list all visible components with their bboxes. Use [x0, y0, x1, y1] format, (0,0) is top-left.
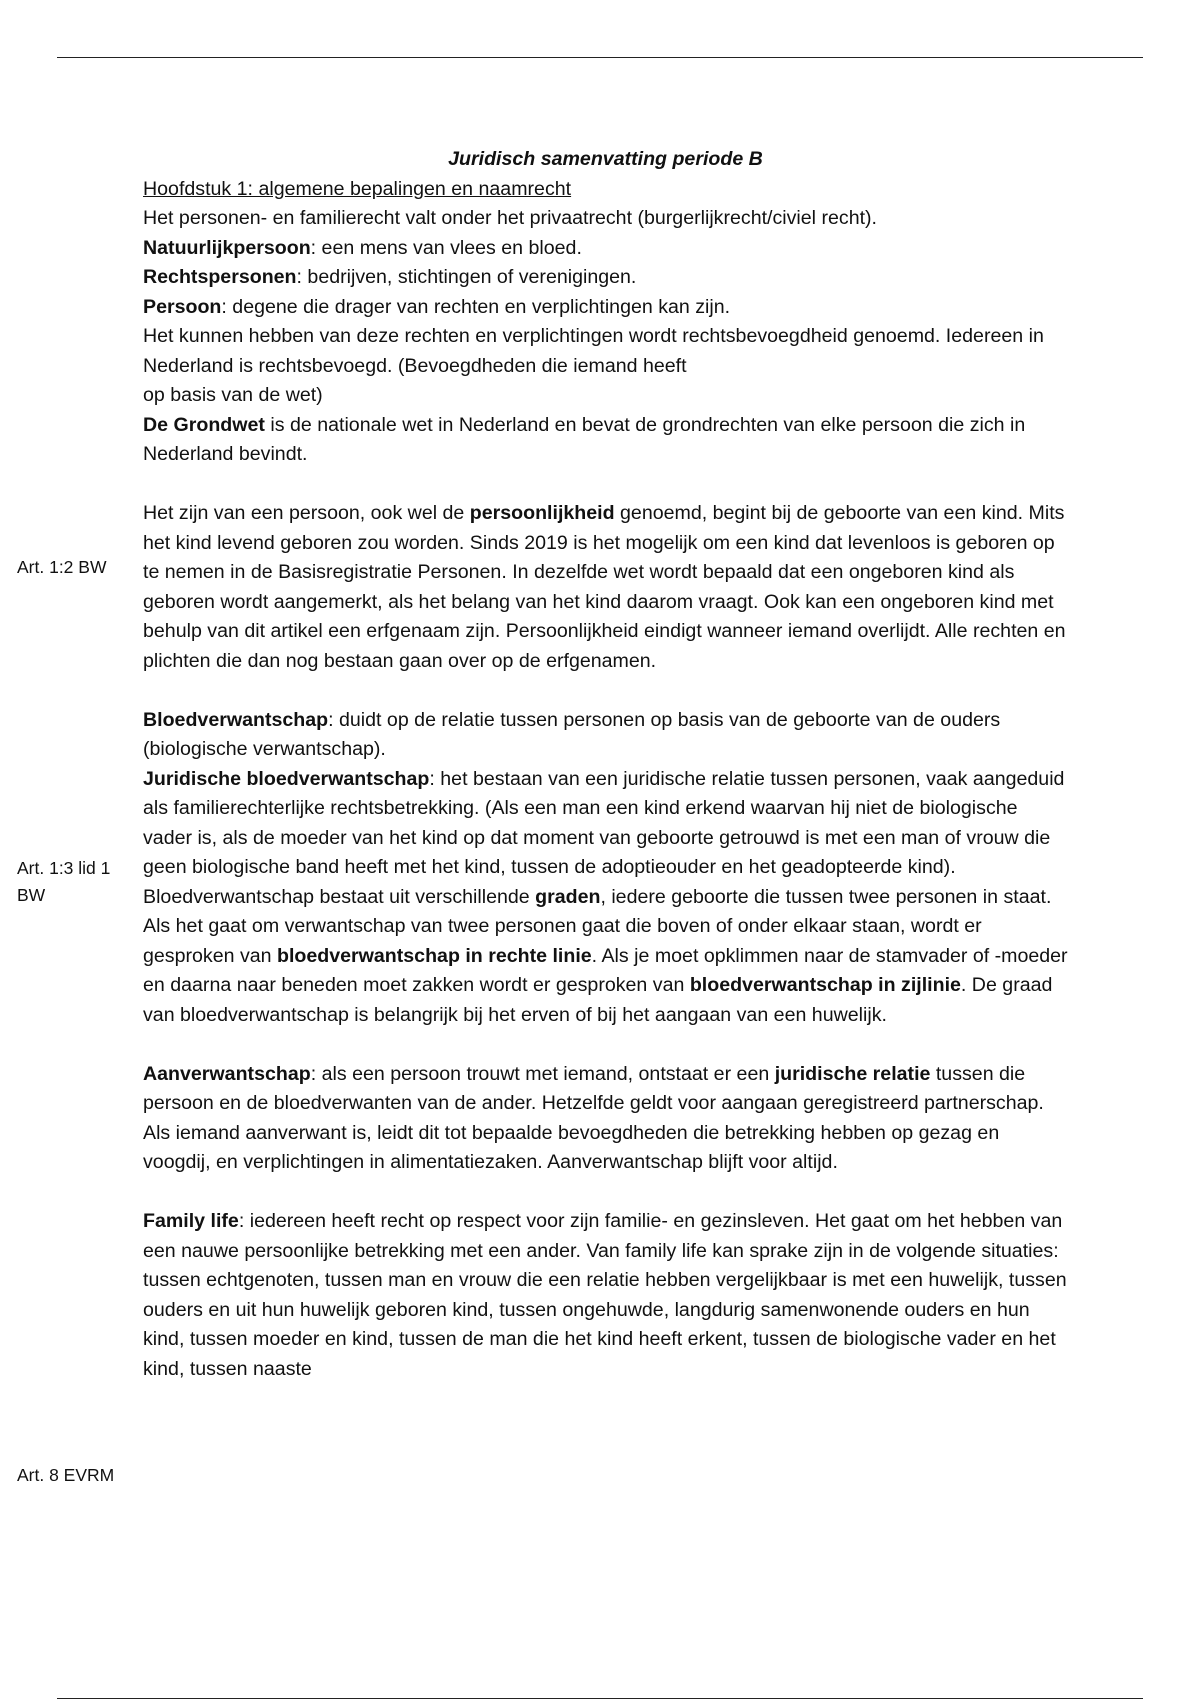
paragraph-persoonlijkheid	[143, 499, 1068, 676]
paragraph-spacer	[143, 1178, 1068, 1208]
term-family-life: Family life	[143, 1210, 239, 1232]
header-rule	[57, 57, 1143, 58]
definition-bloedverwantschap	[143, 706, 1068, 765]
margin-note-art-1-2: Art. 1:2 BW	[17, 557, 107, 577]
definition-grondwet	[143, 411, 1068, 470]
definition-text: : bedrijven, stichtingen of verenigingen.	[296, 266, 637, 288]
term-zijlinie: bloedverwantschap in zijlinie	[689, 974, 961, 996]
margin-note-art-1-3: Art. 1:3 lid 1 BW	[17, 858, 111, 905]
term-persoon: Persoon	[143, 295, 222, 318]
term-aanverwantschap: Aanverwantschap	[143, 1062, 311, 1085]
definition-text: : duidt op de relatie tussen personen op basis van de geboorte van de ouders (biologische verwantschap).	[143, 708, 1001, 760]
definition-text: tussen die persoon en de bloedverwanten van de ander. Hetzelfde geldt voor aangaan geregistreerd partnerschap. Als iemand aanverwant is, leidt dit tot bepaalde bevoegdheden die betrekking hebben op gezag en voogdij, en verplichtingen in alimentatiezaken. Aanverwantschap blijft voor altijd.	[143, 1062, 1044, 1173]
definition-persoon	[143, 293, 1068, 323]
definition-text: : iedereen heeft recht op respect voor zijn familie- en gezinsleven. Het gaat om het hebben van een nauwe persoonlijke betrekking met een ander. Van family life kan sprake zijn in de volgende situaties: tussen echtgenoten, tussen man en vrouw die een relatie hebben vergelijkbaar is met een huwelijk, tussen ouders en uit hun huwelijk geboren kind, tussen ongehuwde, langdurig samenwonende ouders en hun kind, tussen moeder en kind, tussen de man die het kind heeft erkent, tussen de biologische vader en het kind, tussen naaste	[143, 1210, 1067, 1380]
chapter-heading: Hoofdstuk 1: algemene bepalingen en naamrecht	[143, 177, 572, 200]
term-natuurlijkpersoon: Natuurlijkpersoon	[143, 236, 311, 259]
definition-natuurlijkpersoon	[143, 234, 1068, 264]
paragraph-text: Het zijn van een persoon, ook wel de	[143, 502, 470, 524]
term-graden: graden	[535, 885, 601, 908]
definition-text: is de nationale wet in Nederland en bevat de grondrechten van elke persoon die zich in Nederland bevindt.	[143, 413, 1026, 465]
paragraph-spacer	[143, 1030, 1068, 1060]
intro-paragraph: Het personen- en familierecht valt onder het privaatrecht (burgerlijkrecht/civiel recht).	[143, 207, 878, 229]
indented-paragraph-rechtsbevoegdheid: Het kunnen hebben van deze rechten en verplichtingen wordt rechtsbevoegdheid genoemd. Iedereen in Nederland is rechtsbevoegd. (Bevoegdheden die iemand heeft	[143, 325, 1044, 377]
paragraph-text: genoemd, begint bij de geboorte van een kind. Mits het kind levend geboren zou worden. Sinds 2019 is het mogelijk om een kind dat levenloos is geboren op te nemen in de Basisregistratie Personen. In dezelfde wet wordt bepaald dat een ongeboren kind als geboren wordt aangemerkt, als het belang van het kind daarom vraagt. Ook kan een ongeboren kind met behulp van dit artikel een erfgenaam zijn. Persoonlijkheid eindigt wanneer iemand overlijdt. Alle rechten en plichten die dan nog bestaan gaan over op de erfgenamen.	[143, 502, 1066, 672]
document-title: Juridisch samenvatting periode B	[448, 148, 763, 170]
paragraph-spacer	[143, 676, 1068, 706]
term-rechtspersonen: Rechtspersonen	[143, 266, 297, 288]
term-bloedverwantschap: Bloedverwantschap	[143, 708, 329, 731]
paragraph-continuation: op basis van de wet)	[143, 384, 323, 406]
paragraph-text: . De graad van bloedverwantschap is belangrijk bij het erven of bij het aangaan van een huwelijk.	[143, 974, 1053, 1026]
definition-juridische-bloedverwantschap	[143, 765, 1068, 883]
definition-family-life	[143, 1207, 1068, 1384]
definition-text: : als een persoon trouwt met iemand, ontstaat er een	[310, 1062, 775, 1085]
margin-note-art-8: Art. 8 EVRM	[17, 1465, 115, 1485]
term-rechte-linie: bloedverwantschap in rechte linie	[276, 944, 592, 967]
paragraph-text: , iedere geboorte die tussen twee personen in staat. Als het gaat om verwantschap van twee personen gaat die boven of onder elkaar staan, wordt er gesproken van	[143, 885, 1052, 967]
paragraph-text: . Als je moet opklimmen naar de stamvader of -moeder en daarna naar beneden moet zakken wordt er gesproken van	[143, 944, 1068, 996]
document-body	[143, 145, 1068, 1384]
term-juridische-bloedverwantschap: Juridische bloedverwantschap	[143, 767, 430, 790]
footer-rule	[57, 1698, 1143, 1699]
paragraph-text: Bloedverwantschap bestaat uit verschillende	[143, 885, 536, 908]
term-grondwet: De Grondwet	[143, 413, 265, 436]
paragraph-graden	[143, 883, 1068, 1031]
definition-rechtspersonen	[143, 263, 1068, 293]
definition-text: : degene die drager van rechten en verplichtingen kan zijn.	[221, 295, 731, 318]
definition-text: : het bestaan van een juridische relatie tussen personen, vaak aangeduid als familierechterlijke rechtsbetrekking. (Als een man een kind erkend waarvan hij niet de biologische vader is, als de moeder van het kind op dat moment van geboorte getrouwd is met een man of vrouw die geen biologische band heeft met het kind, tussen de adoptieouder en het geadopteerde kind).	[143, 767, 1065, 878]
term-persoonlijkheid: persoonlijkheid	[469, 502, 615, 524]
definition-aanverwantschap	[143, 1060, 1068, 1178]
term-juridische-relatie: juridische relatie	[774, 1062, 931, 1085]
paragraph-spacer	[143, 470, 1068, 500]
definition-text: : een mens van vlees en bloed.	[310, 236, 582, 259]
